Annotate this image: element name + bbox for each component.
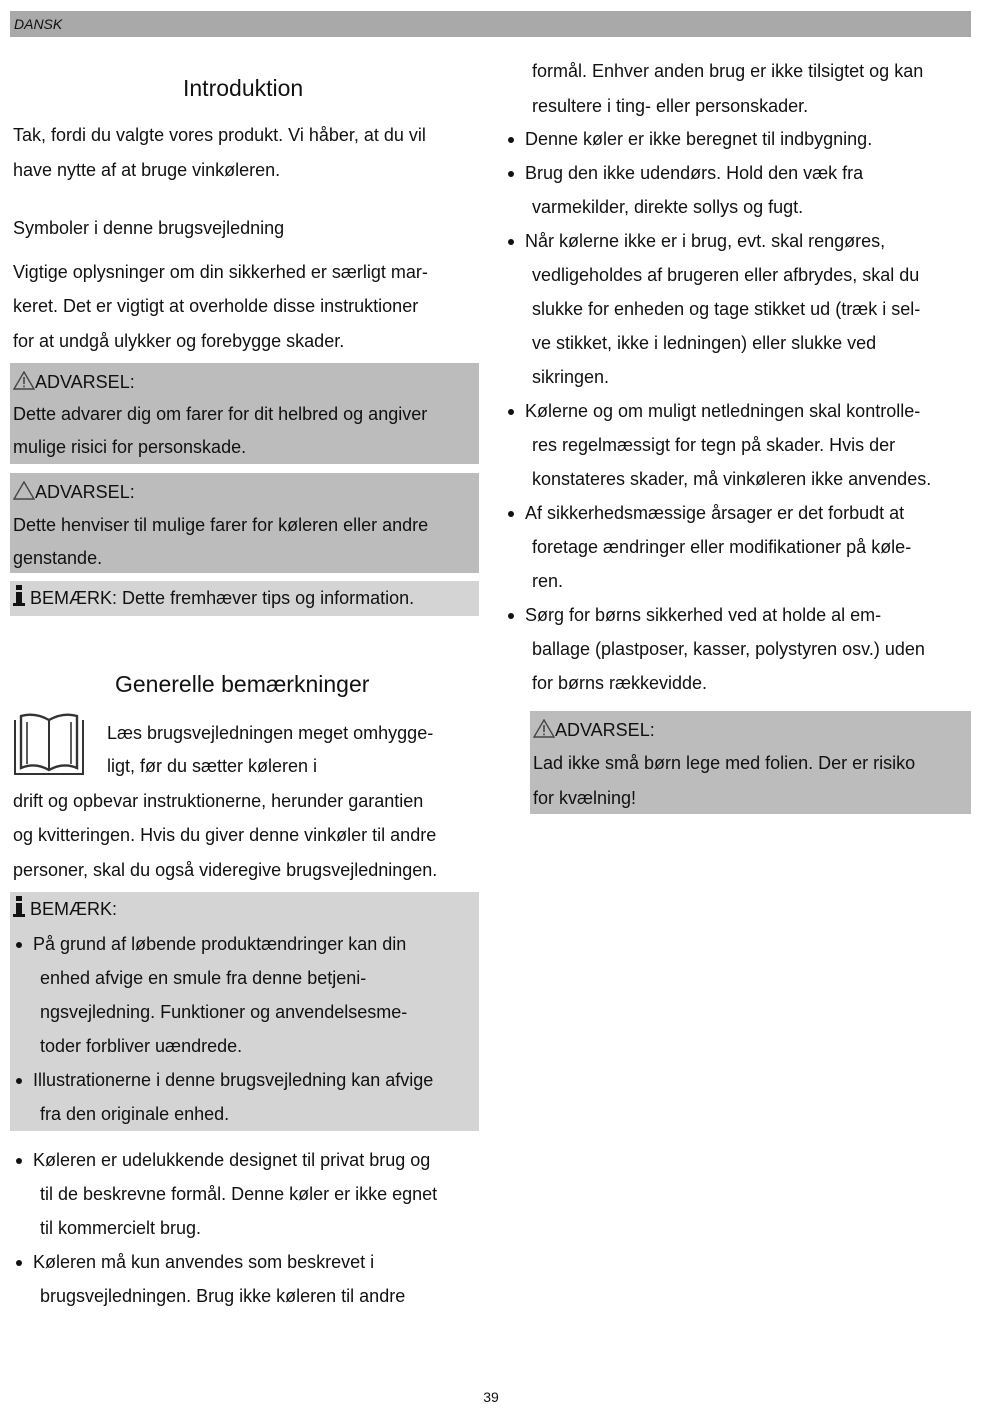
- note-box-tips: [10, 581, 479, 616]
- list-item: Denne køler er ikke beregnet til indbygning.: [505, 122, 970, 156]
- warning-title: ADVARSEL:: [35, 482, 135, 502]
- warning-text-line: genstande.: [13, 548, 103, 568]
- usage-bullet-list: [13, 1143, 479, 1313]
- book-icon: [13, 712, 85, 778]
- general-text-line: og kvitteringen. Hvis du giver denne vinkøler til andre: [13, 825, 437, 845]
- warning-triangle-outline-icon: [13, 481, 35, 500]
- general-text-line: Læs brugsvejledningen meget omhygge-: [107, 723, 434, 743]
- general-title: Generelle bemærkninger: [115, 671, 370, 697]
- list-item: Når kølerne ikke er i brug, evt. skal rengøres, vedligeholdes af brugeren eller afbrydes, skal du slukke for enheden og tage stikket ud (træk i sel- ve stikket, ikke i ledningen) eller slukke ved sikringen.: [505, 224, 970, 394]
- safety-bullet-list: [505, 122, 970, 700]
- intro-text-line: Tak, fordi du valgte vores produkt. Vi håber, at du vil: [13, 125, 426, 145]
- language-label: DANSK: [14, 16, 63, 32]
- warning-text-line: Dette advarer dig om farer for dit helbred og angiver: [13, 404, 428, 424]
- general-text-line: personer, skal du også videregive brugsvejledningen.: [13, 860, 438, 880]
- warning-title: ADVARSEL:: [555, 720, 655, 740]
- note-text: Dette fremhæver tips og information.: [122, 588, 415, 608]
- warning-box-health: [10, 363, 479, 464]
- note-box-changes: [10, 892, 479, 1131]
- list-item: Af sikkerhedsmæssige årsager er det forbudt at foretage ændringer eller modifikationer på køle- ren.: [505, 496, 970, 598]
- info-icon: [13, 585, 25, 607]
- note-label: BEMÆRK:: [30, 588, 118, 608]
- symbols-heading: Symboler i denne brugsvejledning: [13, 218, 285, 238]
- intro-text-line: have nytte af at bruge vinkøleren.: [13, 160, 281, 180]
- general-text-line: drift og opbevar instruktionerne, herunder garantien: [13, 791, 424, 811]
- info-icon: [13, 896, 25, 918]
- warning-title: ADVARSEL:: [35, 372, 135, 392]
- warning-text-line: mulige risici for personskade.: [13, 437, 247, 457]
- warning-triangle-icon: [533, 719, 555, 738]
- list-item: På grund af løbende produktændringer kan din enhed afvige en smule fra denne betjeni- ngsvejledning. Funktioner og anvendelsesme- toder forbliver uændrede.: [13, 927, 473, 1063]
- continuation-line: resultere i ting- eller personskader.: [532, 96, 809, 116]
- general-text-line: ligt, før du sætter køleren i: [107, 756, 318, 776]
- list-item: Illustrationerne i denne brugsvejledning kan afvige fra den originale enhed.: [13, 1063, 473, 1131]
- list-item: Brug den ikke udendørs. Hold den væk fra varmekilder, direkte sollys og fugt.: [505, 156, 970, 224]
- symbols-text-line: keret. Det er vigtigt at overholde disse instruktioner: [13, 296, 419, 316]
- warning-triangle-icon: [13, 371, 35, 390]
- note-bullet-list: [13, 927, 473, 1131]
- page-number: 39: [483, 1389, 499, 1405]
- list-item: Køleren må kun anvendes som beskrevet i brugsvejledningen. Brug ikke køleren til andre: [13, 1245, 479, 1313]
- header-bar: [10, 11, 971, 37]
- warning-text-line: Lad ikke små børn lege med folien. Der er risiko: [533, 753, 916, 773]
- warning-text-line: Dette henviser til mulige farer for køleren eller andre: [13, 515, 429, 535]
- warning-box-suffocation: [530, 711, 971, 814]
- symbols-text-line: Vigtige oplysninger om din sikkerhed er særligt mar-: [13, 262, 428, 282]
- warning-box-device: [10, 473, 479, 573]
- list-item: Sørg for børns sikkerhed ved at holde al em- ballage (plastposer, kasser, polystyren osv.) uden for børns rækkevidde.: [505, 598, 970, 700]
- intro-title: Introduktion: [183, 75, 304, 101]
- note-label: BEMÆRK:: [30, 899, 118, 919]
- symbols-text-line: for at undgå ulykker og forebygge skader.: [13, 331, 345, 351]
- continuation-line: formål. Enhver anden brug er ikke tilsigtet og kan: [532, 61, 924, 81]
- list-item: Køleren er udelukkende designet til privat brug og til de beskrevne formål. Denne køler er ikke egnet til kommercielt brug.: [13, 1143, 479, 1245]
- list-item: Kølerne og om muligt netledningen skal kontrolle- res regelmæssigt for tegn på skader. Hvis der konstateres skader, må vinkøleren ikke anvendes.: [505, 394, 970, 496]
- warning-text-line: for kvælning!: [533, 788, 637, 808]
